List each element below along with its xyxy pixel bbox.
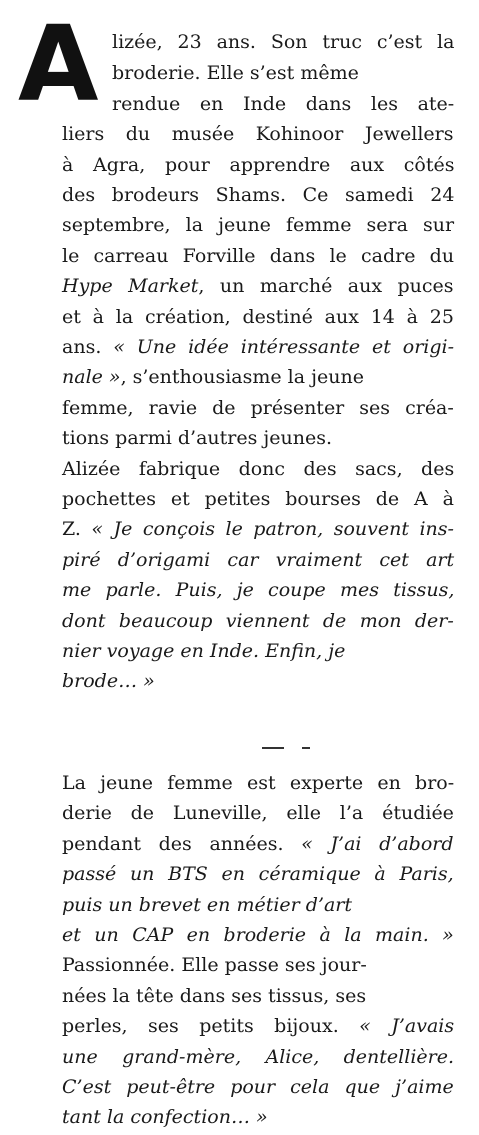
paragraph-2-quote-line: nier voyage en Inde. Enfin, je [62,640,346,662]
paragraph-3-line [62,1013,454,1039]
paragraph-1-line [62,273,454,299]
paragraph-3-quote-line: puis un brevet en métier d’art [62,894,353,916]
paragraph-3-quote-line: passé un BTS en céramique à Paris, [62,863,454,885]
paragraph-1-line: septembre, la jeune femme sera sur [62,214,455,236]
paragraph-1-line: liers du musée Kohinoor Jewellers [62,123,454,145]
paragraph-1-line: le carreau Forville dans le cadre du [62,245,455,267]
paragraph-2-line: Alizée fabrique donc des sacs, des [62,458,455,480]
separator-mark [262,747,312,750]
drop-cap: A [18,3,99,125]
paragraph-1-line: des brodeurs Shams. Ce samedi 24 [62,184,455,206]
line-text: , s’enthousiasme la jeune [120,366,364,388]
event-name: Hype Market [62,275,199,297]
paragraph-3-quote-line: une grand-mère, Alice, dentellière. [62,1046,455,1068]
paragraph-3-line [62,831,454,857]
paragraph-1-line [62,334,454,360]
paragraph-2-quote-line: dont beaucoup viennent de mon der- [62,610,454,632]
paragraph-1-line: femme, ravie de présenter ses créa- [62,397,454,419]
paragraph-2-quote-line: piré d’origami car vraiment cet art [62,549,455,571]
quote-text: « Une idée intéressante et origi- [113,336,455,358]
paragraph-2-quote-line: me parle. Puis, je coupe mes tissus, [62,579,455,601]
paragraph-3-line: La jeune femme est experte en bro- [62,772,455,794]
quote-text: nale » [62,366,121,388]
quote-text: « Je conçois le patron, souvent ins- [91,518,454,540]
quote-text: « J’ai d’abord [301,833,454,855]
line-text: perles, ses petits bijoux. [62,1015,360,1037]
paragraph-2-line [62,516,454,542]
paragraph-1-line: et à la création, destiné aux 14 à 25 [62,306,454,328]
paragraph-1-line [62,364,364,390]
line-text: Z. [62,518,92,540]
paragraph-3-quote-line: et un CAP en broderie à la main. » [62,924,454,946]
line-text: ans. [62,336,114,358]
paragraph-2-line: pochettes et petites bourses de A à [62,488,454,510]
separator-dash [302,747,310,749]
paragraph-1-line: rendue en Inde dans les ate- [112,93,455,115]
quote-text: « J’avais [359,1015,455,1037]
line-text: pendant des années. [62,833,302,855]
paragraph-1-line: broderie. Elle s’est même [112,62,359,84]
paragraph-3-line: nées la tête dans ses tissus, ses [62,985,367,1007]
paragraph-3-quote-line: C’est peut-être pour cela que j’aime [62,1076,454,1098]
line-text: , un marché aux puces [198,275,454,297]
paragraph-1-line: lizée, 23 ans. Son truc c’est la [112,31,455,53]
paragraph-1-line: tions parmi d’autres jeunes. [62,427,333,449]
paragraph-3-quote-line: tant la confection… » [62,1106,268,1128]
paragraph-3-line: Passionnée. Elle passe ses jour- [62,954,367,976]
paragraph-2-quote-line: brode… » [62,670,155,692]
paragraph-1-line: à Agra, pour apprendre aux côtés [62,154,455,176]
separator-dash [262,747,284,749]
paragraph-3-line: derie de Luneville, elle l’a étudiée [62,802,454,824]
